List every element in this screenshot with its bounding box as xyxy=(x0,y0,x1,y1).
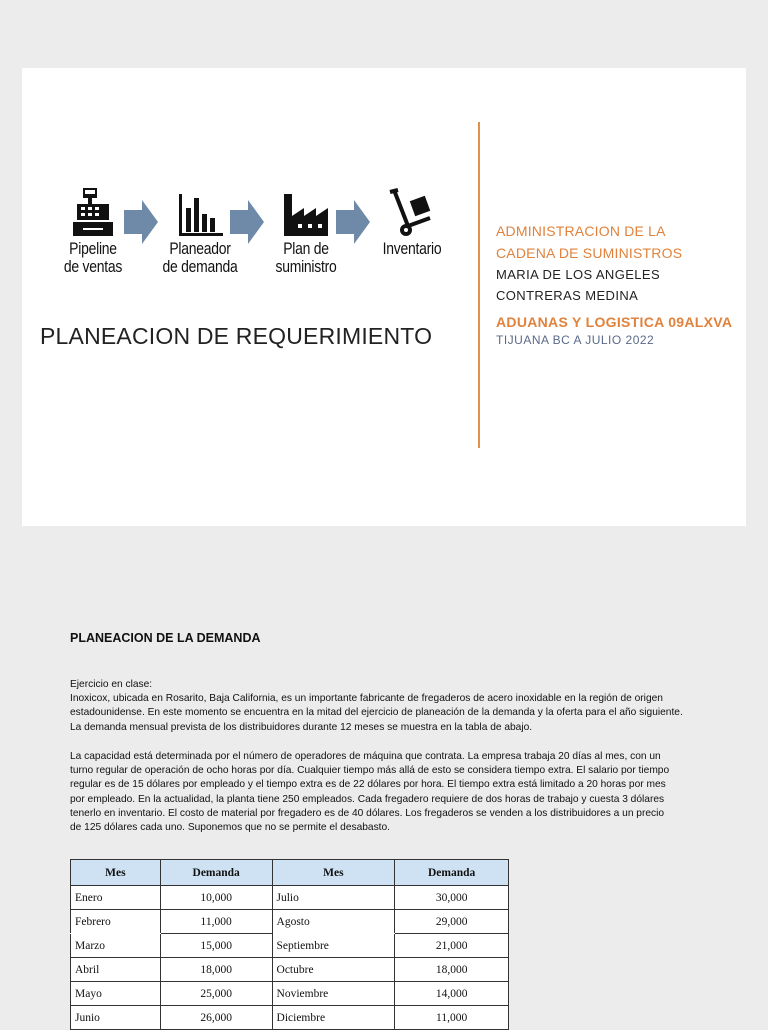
table-cell: Septiembre xyxy=(272,934,395,958)
hand-truck-icon xyxy=(386,186,438,240)
table-cell: Octubre xyxy=(272,958,395,982)
table-cell: 18,000 xyxy=(160,958,272,982)
course-name: ADMINISTRACION DE LA xyxy=(496,223,666,239)
text-line: tenerlo en inventario. El costo de material por fregadero es de 40 dólares. Los fregaderos se venden a los distribuidores a un precio xyxy=(70,807,665,819)
table-cell: Agosto xyxy=(272,910,395,934)
place-date: TIJUANA BC A JULIO 2022 xyxy=(496,333,655,347)
flow-step-inventory xyxy=(364,186,460,258)
table-cell: 29,000 xyxy=(395,910,509,934)
text-line: turno regular de operación de ocho horas por día. Cualquier tiempo más allá de esto se considera tiempo extra. El salario por tiempo xyxy=(70,765,670,777)
table-row xyxy=(71,886,509,910)
table-cell: 25,000 xyxy=(160,982,272,1006)
flow-label: Pipeline xyxy=(69,239,117,258)
column-header: Mes xyxy=(272,860,395,886)
table-cell: 18,000 xyxy=(395,958,509,982)
table-row xyxy=(71,934,509,958)
table-cell: 14,000 xyxy=(395,982,509,1006)
table-cell: 26,000 xyxy=(160,1006,272,1030)
table-cell: 15,000 xyxy=(160,934,272,958)
flow-label: Plan de xyxy=(283,239,329,258)
table-cell: Diciembre xyxy=(272,1006,395,1030)
text-line: Inoxicox, ubicada en Rosarito, Baja California, es un importante fabricante de fregaderos de acero inoxidable en la región de origen xyxy=(70,693,663,705)
table-cell: Enero xyxy=(71,886,161,910)
student-name: CONTRERAS MEDINA xyxy=(496,288,639,303)
cover-info xyxy=(496,220,746,347)
demand-table xyxy=(70,859,509,1030)
table-row xyxy=(71,958,509,982)
table-row xyxy=(71,982,509,1006)
table-cell: Marzo xyxy=(71,934,161,958)
table-cell: 30,000 xyxy=(395,886,509,910)
table-cell: 10,000 xyxy=(160,886,272,910)
vertical-divider xyxy=(478,122,480,448)
student-name: MARIA DE LOS ANGELES xyxy=(496,267,661,282)
flow-label: suministro xyxy=(275,257,337,276)
table-cell: Julio xyxy=(272,886,395,910)
supply-chain-flow-graphic xyxy=(52,186,460,310)
table-cell: Noviembre xyxy=(272,982,395,1006)
table-cell: 21,000 xyxy=(395,934,509,958)
column-header: Demanda xyxy=(160,860,272,886)
column-header: Mes xyxy=(71,860,161,886)
table-cell: 11,000 xyxy=(160,910,272,934)
flow-label: Planeador xyxy=(169,239,231,258)
paragraph-capacity xyxy=(70,750,706,835)
table-cell: Mayo xyxy=(71,982,161,1006)
paragraph-intro xyxy=(70,678,706,735)
cash-register-icon xyxy=(71,186,115,240)
cover-title: PLANEACION DE REQUERIMIENTO xyxy=(40,323,433,349)
table-cell: Abril xyxy=(71,958,161,982)
program-name: ADUANAS Y LOGISTICA 09ALXVA xyxy=(496,314,733,330)
column-header: Demanda xyxy=(395,860,509,886)
course-name: CADENA DE SUMINISTROS xyxy=(496,245,683,261)
section-heading: PLANEACION DE LA DEMANDA xyxy=(70,631,261,645)
text-line: estadounidense. En este momento se encuentra en la mitad del ejercicio de planeación de la demanda y la oferta para el año siguiente. xyxy=(70,707,683,719)
table-cell: Febrero xyxy=(71,910,161,934)
flow-label: Inventario xyxy=(382,239,442,258)
table-header-row xyxy=(71,860,509,886)
text-line: La capacidad está determinada por el número de operadores de máquina que contrata. La empresa trabaja 20 días al mes, con un xyxy=(70,751,661,762)
table-cell: Junio xyxy=(71,1006,161,1030)
text-line: por empleado. En la actualidad, la planta tiene 250 empleados. Cada fregadero requiere de dos horas de trabajo y cuesta 3 dólares xyxy=(70,793,665,805)
factory-icon xyxy=(280,186,332,240)
bar-chart-icon xyxy=(175,186,225,240)
flow-step-pipeline xyxy=(52,186,134,276)
table-row xyxy=(71,1006,509,1030)
text-line: de 125 dólares cada uno. Suponemos que no se permite el desabasto. xyxy=(70,822,390,834)
text-line: Ejercicio en clase: xyxy=(70,679,153,690)
flow-label: de demanda xyxy=(162,257,238,276)
text-line: La demanda mensual prevista de los distribuidores durante 12 meses se muestra en la tabla de abajo. xyxy=(70,721,533,733)
table-row xyxy=(71,910,509,934)
table-cell: 11,000 xyxy=(395,1006,509,1030)
flow-label: de ventas xyxy=(63,257,123,276)
text-line: regular es de 15 dólares por empleado y el tiempo extra es de 22 dólares por hora. El tiempo extra está limitado a 20 horas por mes xyxy=(70,779,666,791)
